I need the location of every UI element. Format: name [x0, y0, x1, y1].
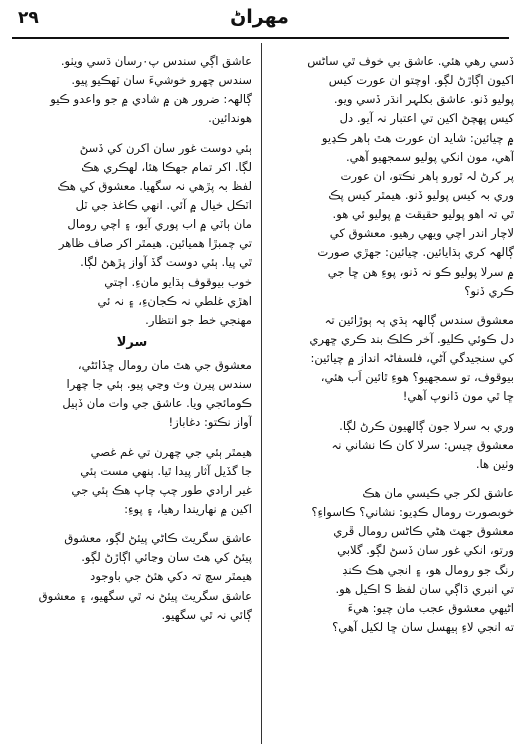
text-line: تي چمبڙا هميائين. هيمٿر اکر صاف ظاهر	[58, 236, 252, 251]
running-head: مهراڻ	[230, 6, 289, 28]
text-line: اکيون اڳاڙڻ لڳو. اوچتو ان عورت کيس	[328, 73, 514, 88]
header-rule	[12, 37, 509, 39]
right-column	[270, 52, 514, 637]
paragraph	[270, 417, 514, 474]
text-line: خوب بيوقوف ٻڌايو مانءِ. اڄتي	[104, 274, 252, 289]
text-line: آواز نڪتو: دغاباز!	[168, 415, 252, 430]
text-line: معشوق چيس: سرلا کان ڪا نشاني نہ	[331, 437, 514, 452]
text-line: هيمٿر سچ تہ دکي هئڻ جي باوجود	[90, 569, 252, 584]
text-line: لڳا. اکر تمام جهڪا هئا، لهڪري هڪ	[81, 159, 252, 174]
paragraph	[12, 529, 252, 625]
text-line: دل ڪوئي ڪليو. آخر ڪلڪ بند ڪري ڇهري	[309, 331, 514, 346]
text-line: کيس پهچڻ اکين تي اعتبار نہ آيو. دل	[339, 111, 514, 126]
text-line: ڳائي نہ ٿي سگهيو.	[161, 607, 252, 622]
text-line: ٿي تہ اهو پوليو حقيقت ۾ پوليو ئي هو.	[332, 207, 514, 222]
text-line: ڳالهہ کري ٻڌايائين. چيائين: جهڙي صورت	[317, 245, 514, 260]
paragraph	[12, 52, 252, 129]
text-line: تي انبري ڌاڳي سان لفظ S اڪيل هو.	[335, 581, 514, 596]
text-line: لاچار اندر اچي ويهي رهيو. معشوق کي	[329, 226, 514, 241]
paragraph	[12, 139, 252, 330]
text-line: عاشق سگريٽ پيئڻ نہ ٿي سگهيو، ۽ معشوق	[38, 588, 252, 603]
text-line: هوندائين.	[208, 111, 252, 126]
text-line: عاشق لکر جي ڪيسي مان هڪ	[362, 485, 514, 500]
paragraph	[12, 356, 252, 433]
text-line: ڇا ٿي مون ڏانوپ آهي!	[402, 389, 514, 404]
text-line: وٺين ها.	[475, 456, 514, 471]
paragraph-gap	[12, 129, 252, 139]
text-line: معشوق جي هٿ مان رومال ڇڏائڻي،	[77, 357, 252, 372]
text-line: معشوق سندس ڳالهہ ٻڌي ٻہ ٻوڙائين تہ	[324, 312, 514, 327]
text-line: مان ٻاٽي ۾ اب پوري آيو، ۽ اچي رومال	[67, 217, 252, 232]
paragraph	[270, 311, 514, 407]
paragraph	[270, 484, 514, 637]
text-line: خوبصورت رومال ڪڍيو: نشاني؟ ڪاسواءِ؟	[311, 505, 514, 520]
paragraph-gap	[270, 474, 514, 484]
paragraph-gap	[270, 407, 514, 417]
text-line: پوليو ڏنو. عاشق بکلہر انڌر ڏسي ويو.	[333, 92, 514, 107]
text-line: هيمٿر ٻئي جي چهرن تي غم غصي	[90, 444, 252, 459]
text-line: ۾ سرلا پوليو ڪو نہ ڏنو، پوءِ هن ڇا جي	[327, 264, 514, 279]
text-line: ته انجي لاءِ ٻيهسل سان ڇا لکيل آهي؟	[332, 619, 514, 634]
text-line: اهڙي غلطي نہ ڪجانءِ، ۽ نہ ئي	[97, 293, 252, 308]
paragraph-gap	[270, 301, 514, 311]
text-line: پر کرڻ لہ ٿورو ٻاهر نڪتو، ان عورت	[340, 168, 514, 183]
text-line: لفظ بہ پڙهي نہ سگهيا. معشوق کي هڪ	[57, 178, 252, 193]
text-line: سندس چهرو خوشيءَ سان ٽهڪيو پيو.	[71, 73, 252, 88]
page-number: ٢٩	[18, 8, 39, 28]
text-line: جا گڏيل آثار پيدا ٿيا. ٻنهي مست ٻئي	[80, 463, 252, 478]
text-line: اٽڪل خيال ۾ آئي. انهي ڪاغذ جي ٽل	[75, 197, 252, 212]
paragraph-gap	[12, 433, 252, 443]
text-line: ۾ چيائين: شايد ان عورت هٿ ٻاهر ڪڍيو	[321, 130, 514, 145]
text-line: ڳالهہ: ضرور هن ۾ شادي ۾ جو واعدو ڪيو	[50, 92, 252, 107]
text-line: مهنجي خط جو انتظار.	[145, 312, 252, 327]
paragraph	[270, 52, 514, 301]
left-column	[12, 52, 252, 625]
text-line: ورتو، انکي غور سان ڏسڻ لڳو. گلابي	[337, 543, 514, 558]
text-line: معشوق جهٽ هڻي ڪاڻس رومال ڦري	[333, 524, 514, 539]
text-line: پيئڻ کي هٿ سان وڃائي اڳاڙڻ لڳو.	[81, 550, 252, 565]
paragraph	[12, 443, 252, 520]
text-line: وري بہ کيس پوليو ڏنو. هيمٿر کيس پڪ	[328, 187, 514, 202]
text-line: کي سنجيدگي آڻي، فلسفاڻہ انداز ۾ چيائين:	[310, 351, 514, 366]
text-line: ڪومائجي ويا. عاشق جي وات مان ڏٻيل	[62, 396, 252, 411]
text-line: آهي، مون انکي پوليو سمجهيو آهي.	[345, 149, 514, 164]
section-title: سرلا	[116, 334, 148, 350]
text-line: وري بہ سرلا جون ڳالهيون ڪرڻ لڳا.	[339, 418, 514, 433]
text-line: رنگ جو رومال هو، ۽ انجي هڪ ڪنڊ	[342, 562, 514, 577]
text-line: عاشق اڳي سندس پ٠رسان ڌسي ويٺو.	[60, 54, 252, 68]
text-line: غير ارادي طور چپ چاپ هڪ ٻئي جي	[71, 482, 252, 497]
text-line: ڏسي رهي هئي. عاشق بي خوف ٿي ساڻس	[307, 54, 514, 68]
text-line: اڻيهي معشوق عجب مان چيو: هيءَ	[347, 600, 514, 615]
text-line: عاشق سگريٽ ڪاڻي پيئڻ لڳو، معشوق	[64, 531, 252, 546]
text-line: سندس پيرن وٽ وڃي پيو. ٻئي جا چهرا	[66, 377, 252, 392]
text-line: بيوقوف، تو سمجهيو؟ هوءِ ٿائين اَب هئي،	[320, 370, 514, 385]
text-line: ڪري ڏنو؟	[464, 283, 514, 298]
column-rule	[261, 43, 262, 744]
text-line: ٿي پيا. ٻئي دوست گڏ آواز پڙهڻ لڳا.	[80, 255, 252, 270]
text-line: اکين ۾ نهاريندا رهيا، ۽ پوءِ:	[124, 501, 252, 516]
paragraph-gap	[12, 519, 252, 529]
text-line: ٻئي دوست غور سان اکرن کي ڏسڻ	[79, 140, 252, 155]
